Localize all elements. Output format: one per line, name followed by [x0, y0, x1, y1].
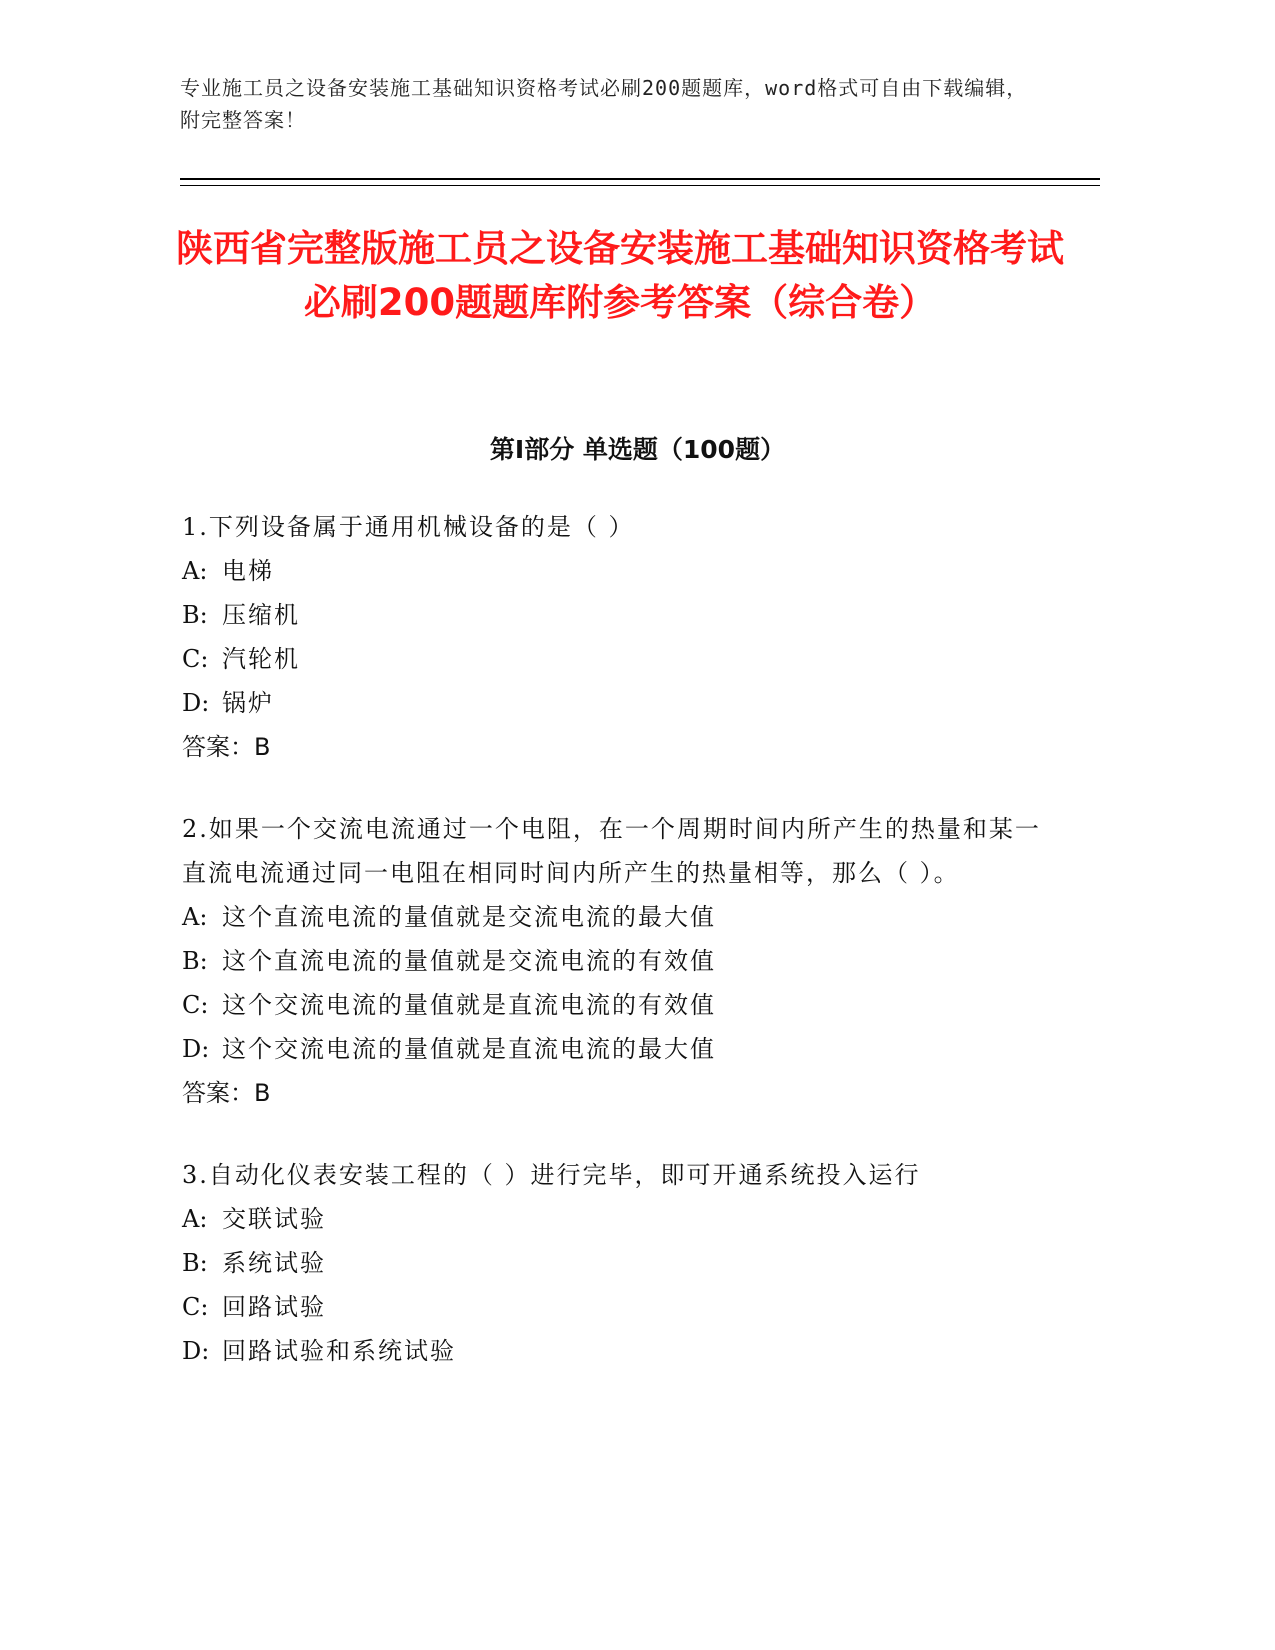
option-letter: D:	[182, 1337, 210, 1365]
option-b	[182, 939, 1062, 983]
option-a	[182, 549, 1062, 593]
option-text: 锅炉	[222, 689, 274, 717]
option-text: 这个交流电流的量值就是直流电流的有效值	[222, 991, 716, 1019]
option-d	[182, 1027, 1062, 1071]
section-heading: 第Ⅰ部分 单选题（100题）	[489, 435, 786, 464]
option-letter: A:	[182, 557, 208, 585]
question-list	[182, 505, 1062, 1411]
option-letter: C:	[182, 1293, 209, 1321]
option-text: 这个交流电流的量值就是直流电流的最大值	[222, 1035, 716, 1063]
option-text: 电梯	[222, 557, 274, 585]
question-2	[182, 807, 1062, 1115]
option-a	[182, 895, 1062, 939]
answer-line: 答案：B	[182, 733, 271, 761]
option-d	[182, 1329, 1062, 1373]
option-a	[182, 1197, 1062, 1241]
option-text: 这个直流电流的量值就是交流电流的有效值	[222, 947, 716, 975]
option-d	[182, 681, 1062, 725]
question-stem: 1.下列设备属于通用机械设备的是（ ）	[182, 513, 635, 541]
question-stem: 2.如果一个交流电流通过一个电阻，在一个周期时间内所产生的热量和某一直流电流通过同一电阻在相同时间内所产生的热量相等，那么（ ）。	[182, 815, 1041, 887]
option-letter: A:	[182, 1205, 208, 1233]
document-title: 陕西省完整版施工员之设备安装施工基础知识资格考试必刷200题题库附参考答案（综合卷）	[176, 227, 1064, 324]
option-b	[182, 593, 1062, 637]
option-letter: C:	[182, 991, 209, 1019]
header-divider-thick	[180, 178, 1100, 180]
option-letter: B:	[182, 601, 208, 629]
option-b	[182, 1241, 1062, 1285]
option-letter: B:	[182, 1249, 208, 1277]
option-text: 回路试验	[222, 1293, 326, 1321]
question-3	[182, 1153, 1062, 1373]
answer-line: 答案：B	[182, 1079, 271, 1107]
option-text: 回路试验和系统试验	[222, 1337, 456, 1365]
header-divider-thin	[180, 185, 1100, 186]
option-text: 压缩机	[222, 601, 300, 629]
option-letter: C:	[182, 645, 209, 673]
option-text: 这个直流电流的量值就是交流电流的最大值	[222, 903, 716, 931]
option-text: 汽轮机	[222, 645, 300, 673]
option-c	[182, 983, 1062, 1027]
option-letter: D:	[182, 689, 210, 717]
option-c	[182, 1285, 1062, 1329]
option-text: 交联试验	[222, 1205, 326, 1233]
question-1	[182, 505, 1062, 769]
option-text: 系统试验	[222, 1249, 326, 1277]
option-letter: B:	[182, 947, 208, 975]
question-stem: 3.自动化仪表安装工程的（ ）进行完毕，即可开通系统投入运行	[182, 1161, 921, 1189]
header-note: 专业施工员之设备安装施工基础知识资格考试必刷200题题库，word格式可自由下载编辑，附完整答案！	[180, 76, 1028, 132]
option-letter: D:	[182, 1035, 210, 1063]
option-letter: A:	[182, 903, 208, 931]
option-c	[182, 637, 1062, 681]
